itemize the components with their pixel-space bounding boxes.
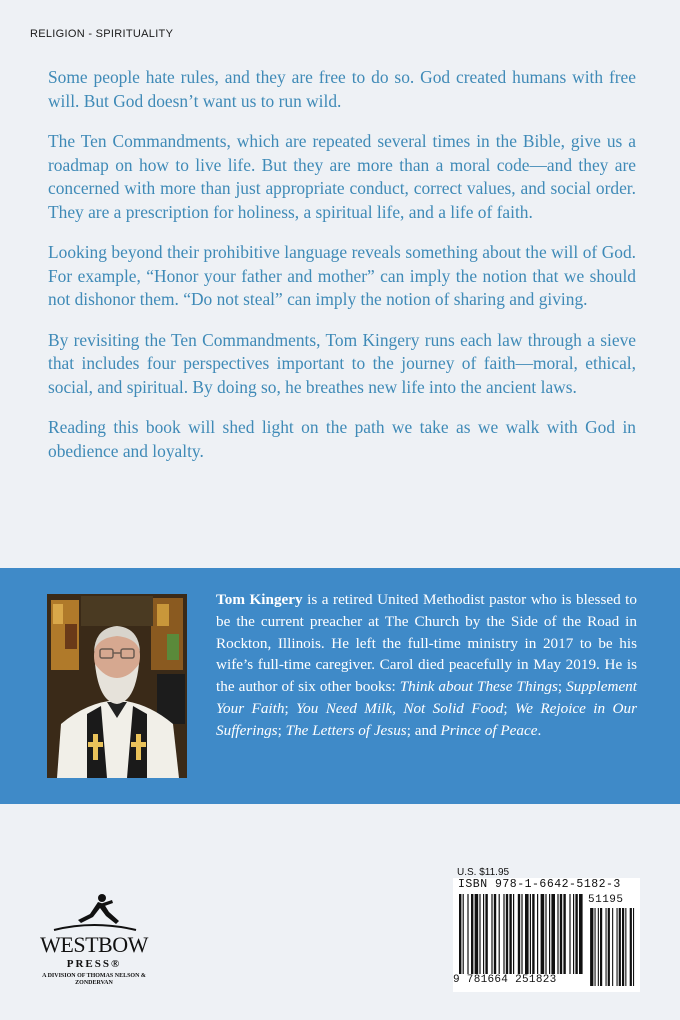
publisher-name: WESTBOW [40, 932, 148, 957]
book-title: The Letters of Jesus [285, 721, 407, 739]
barcode-bar [537, 894, 538, 974]
barcode-bar [563, 894, 565, 974]
barcode-bar [630, 908, 632, 986]
category-label: RELIGION - SPIRITUALITY [30, 28, 174, 40]
barcode-bar [608, 908, 610, 986]
blurb-paragraph-4: By revisiting the Ten Commandments, Tom Kingery runs each law through a sieve that includes four perspectives important to the journey of faith—moral, ethical, social, and spiritual. By doing so, he breathes new life into the ancient laws. [48, 329, 636, 397]
barcode-bar [499, 894, 500, 974]
barcode-bar [600, 908, 602, 986]
barcode-bar [513, 894, 514, 974]
publisher-division: A DIVISION OF THOMAS NELSON & ZONDERVAN [42, 973, 146, 986]
barcode-bar [573, 894, 574, 974]
barcode-bar [549, 894, 550, 974]
barcode-bar [619, 908, 621, 986]
book-title: Supplement Your Faith [216, 678, 637, 717]
barcode-bar [503, 894, 504, 974]
price-label: U.S. $11.95 [457, 867, 510, 878]
barcode-bar [590, 908, 593, 986]
author-name: Tom Kingery [216, 591, 303, 608]
barcode-bar [521, 894, 522, 974]
barcode-bar [545, 894, 546, 974]
runner-icon [24, 890, 164, 934]
book-title: We Rejoice in Our Sufferings [216, 699, 637, 739]
barcode-bar [625, 908, 626, 986]
barcode-bar [617, 908, 618, 986]
barcode-bar [598, 908, 599, 986]
author-bio: Tom Kingery is a retired United Methodist pastor who is blessed to be the current preacher at The Church by the Side of the Road in Rockton, Illinois. He left the full-time ministry in 2017 to be his wife’s full-time caregiver. Carol died peacefully in May 2019. He is the author of six other books: Think about These Things; Supplement Your Faith; You Need Milk, Not Solid Food; We Rejoice in Our Sufferings; The Letters of Jesus; and Prince of Peace. [216, 591, 637, 739]
barcode-bar [467, 894, 468, 974]
author-photo [47, 594, 187, 778]
barcode-bar [475, 894, 479, 974]
publisher-logo [24, 890, 164, 990]
barcode-bar [530, 894, 531, 974]
publisher-press: PRESS® [66, 958, 122, 970]
barcode-bar [633, 908, 634, 986]
barcode-bar [459, 894, 461, 974]
barcode-digits: 9 781664 251823 [453, 974, 557, 986]
barcode-bar [612, 908, 613, 986]
supplement-digits: 51195 [588, 894, 624, 906]
barcode-bar [506, 894, 508, 974]
barcode-bar [485, 894, 487, 974]
barcode-bar [622, 908, 624, 986]
barcode-bar [483, 894, 484, 974]
barcode-bar [463, 894, 464, 974]
barcode-bar [509, 894, 511, 974]
blurb-paragraph-3: Looking beyond their prohibitive language reveals something about the will of God. For example, “Honor your father and mother” can imply the notion that we should not dishonor them. “Do not steal” can imply the notion of sharing and giving. [48, 242, 636, 309]
barcode-bar [551, 894, 555, 974]
barcode-bar [569, 894, 570, 974]
barcode-bar [479, 894, 480, 974]
barcode-bar [560, 894, 562, 974]
barcode-bar [532, 894, 534, 974]
book-title: Think about These Things [399, 678, 558, 696]
blurb-paragraph-2: The Ten Commandments, which are repeated several times in the Bible, give us a roadmap on how to live life. But they are more than a moral code—and they are concerned with more than just appropriate conduct, correct values, and social order. They are a prescription for holiness, a spiritual life, and a life of faith. [48, 131, 636, 222]
book-title: Prince of Peace [440, 721, 538, 739]
barcode-bar [575, 894, 577, 974]
book-title: You Need Milk, Not Solid Food [296, 699, 504, 717]
blurb-paragraph-1: Some people hate rules, and they are free to do so. God created humans with free will. But God doesn’t want us to run wild. [48, 67, 636, 111]
author-band [0, 568, 680, 804]
barcode-bar [525, 894, 529, 974]
barcode-bar [606, 908, 607, 986]
barcode-bar [494, 894, 496, 974]
blurb-paragraph-5: Reading this book will shed light on the path we take as we walk with God in obedience and loyalty. [48, 417, 636, 461]
barcode [453, 878, 640, 992]
barcode-bar [557, 894, 558, 974]
barcode-bar [518, 894, 520, 974]
barcode-bar [579, 894, 583, 974]
back-cover-blurb [48, 66, 636, 480]
barcode-bar [595, 908, 596, 986]
barcode-bar [471, 894, 473, 974]
barcode-bar [541, 894, 545, 974]
isbn-label: ISBN 978-1-6642-5182-3 [458, 878, 621, 891]
barcode-bar [491, 894, 492, 974]
